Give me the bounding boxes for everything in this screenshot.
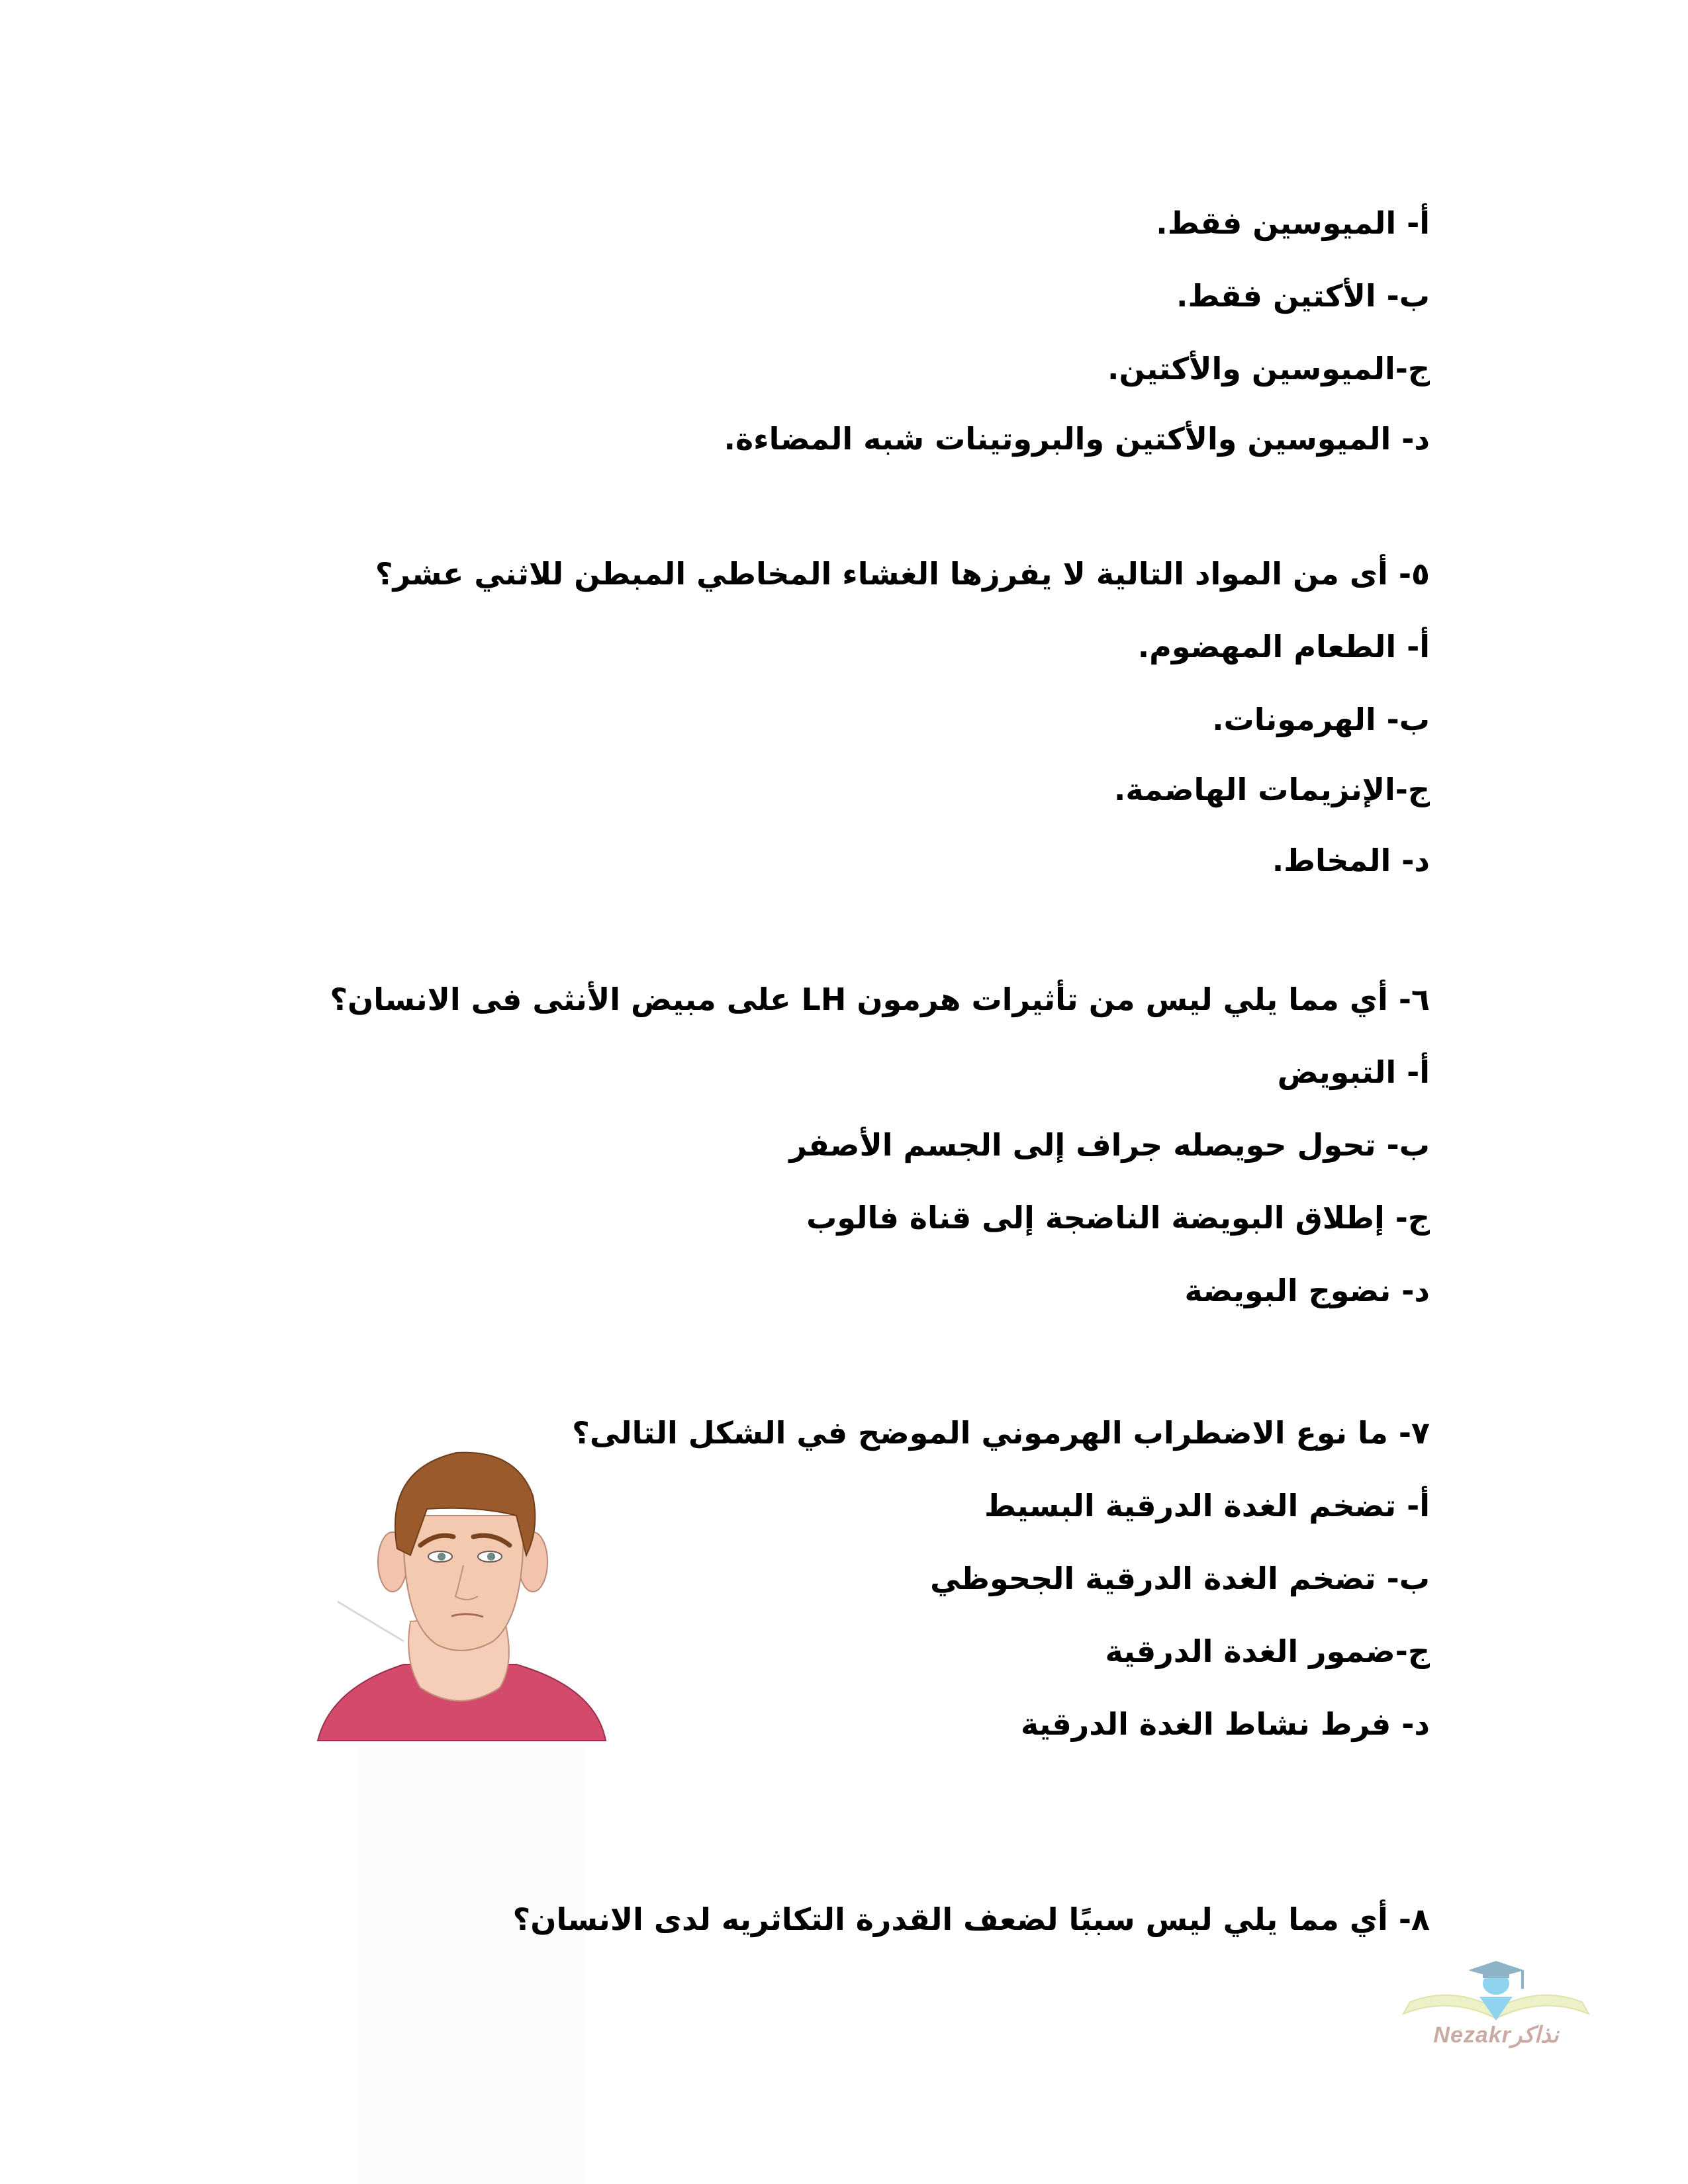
nezakr-watermark [1390,1956,1602,2052]
graduate-book-icon [1390,1956,1602,2022]
scan-background-band [357,1747,586,2184]
option-q5-a: أ- الطعام المهضوم. [1137,629,1430,664]
option-q6-a: أ- التبويض [1277,1054,1430,1090]
option-q7-b: ب- تضخم الغدة الدرقية الجحوظي [930,1561,1430,1596]
question-5: ٥- أى من المواد التالية لا يفرزها الغشاء المخاطي المبطن للاثني عشر؟ [375,556,1430,592]
man-figure [305,1423,616,1747]
right-pupil [487,1553,495,1561]
option-q6-d: د- نضوج البويضة [1184,1273,1430,1308]
option-q5-d: د- المخاط. [1272,842,1430,878]
question-8: ٨- أي مما يلي ليس سببًا لضعف القدرة التكاثريه لدى الانسان؟ [512,1901,1430,1937]
pointer-line [338,1602,404,1641]
option-q4-b: ب- الأكتين فقط. [1176,278,1430,314]
option-q7-a: أ- تضخم الغدة الدرقية البسيط [984,1488,1430,1524]
option-q4-d: د- الميوسين والأكتين والبروتينات شبه المضاءة. [724,421,1430,457]
watermark-text: Nezakrنذاكر [1433,2023,1559,2048]
option-q7-c: ج-ضمور الغدة الدرقية [1105,1633,1430,1669]
question-6: ٦- أي مما يلي ليس من تأثيرات هرمون LH على مبيض الأنثى فى الانسان؟ [330,981,1430,1017]
option-q7-d: د- فرط نشاط الغدة الدرقية [1020,1706,1430,1742]
goiter-man-illustration [305,1423,616,1747]
question-7: ٧- ما نوع الاضطراب الهرموني الموضح في الشكل التالى؟ [572,1415,1430,1451]
option-q4-c: ج-الميوسين والأكتين. [1107,351,1430,387]
option-q6-c: ج- إطلاق البويضة الناضجة إلى قناة فالوب [806,1200,1430,1236]
option-q5-b: ب- الهرمونات. [1212,702,1430,737]
option-q6-b: ب- تحول حويصله جراف إلى الجسم الأصفر [789,1127,1430,1163]
option-q4-a: أ- الميوسين فقط. [1156,205,1430,241]
cap-band [1483,1973,1509,1978]
left-pupil [438,1553,445,1561]
option-q5-c: ج-الإنزيمات الهاضمة. [1113,772,1430,807]
